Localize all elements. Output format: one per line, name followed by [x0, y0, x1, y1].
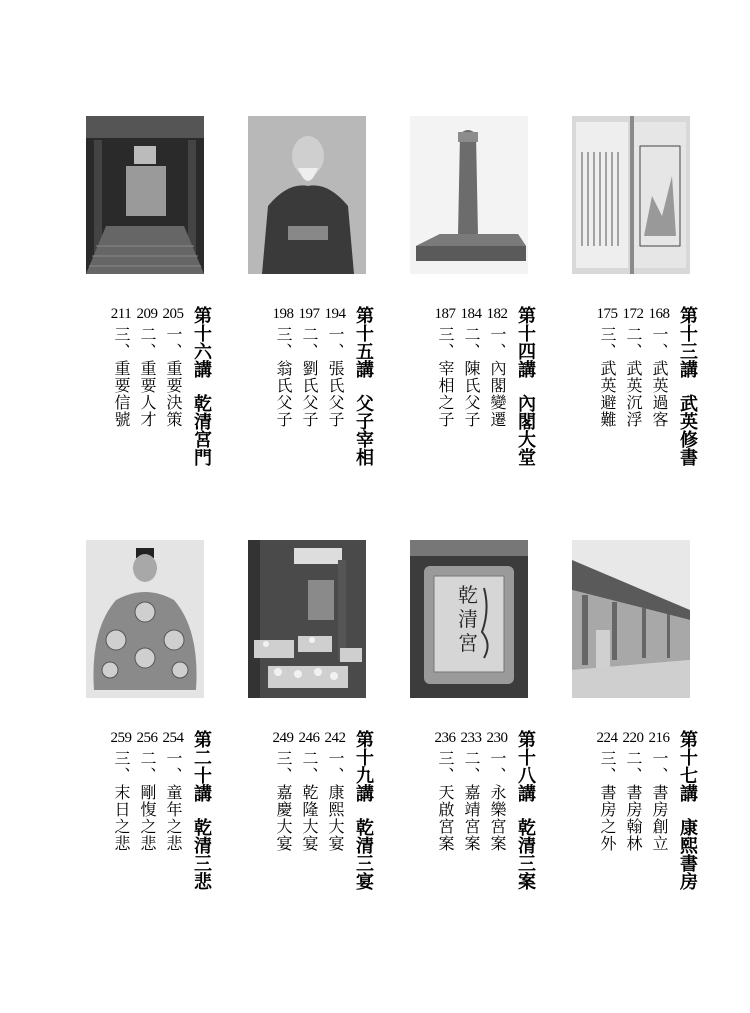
- page-number: 205: [162, 306, 184, 322]
- plaque-photo: [410, 540, 528, 698]
- section-title: 二、書房翰林: [624, 750, 643, 852]
- page-number: 197: [298, 306, 320, 322]
- section-title: 二、乾隆大宴: [300, 750, 319, 852]
- chapter-label: 第十九講: [353, 730, 374, 802]
- section-title: 一、童年之悲: [164, 750, 183, 852]
- page-number: 209: [136, 306, 158, 322]
- page-number: 230: [486, 730, 508, 746]
- section-title: 二、劉氏父子: [300, 326, 319, 428]
- section-title: 一、書房創立: [650, 750, 669, 852]
- chapter-label: 第二十講: [191, 730, 212, 802]
- chapter-name: 武英修書: [677, 394, 698, 466]
- chapter-name: 父子宰相: [353, 394, 374, 466]
- section-title: 一、重要決策: [164, 326, 183, 428]
- section-title: 二、重要人才: [138, 326, 157, 428]
- page-number: 256: [136, 730, 158, 746]
- section-title: 一、永樂宮案: [488, 750, 507, 852]
- page-number: 236: [434, 730, 456, 746]
- chapter-name: 康熙書房: [677, 818, 698, 890]
- page-number: 182: [486, 306, 508, 322]
- portrait-old-man-photo: [248, 116, 366, 274]
- page-number: 224: [596, 730, 618, 746]
- chapter-name: 乾清宮門: [191, 394, 212, 466]
- page-number: 194: [324, 306, 346, 322]
- chapter-label: 第十六講: [191, 306, 212, 378]
- page-number: 184: [460, 306, 482, 322]
- section-title: 一、武英過客: [650, 326, 669, 428]
- section-title: 三、重要信號: [112, 326, 131, 428]
- section-title: 三、翁氏父子: [274, 326, 293, 428]
- chapter-name: 內閣大堂: [515, 394, 536, 466]
- page-number: 172: [622, 306, 644, 322]
- page-number: 220: [622, 730, 644, 746]
- page-number: 254: [162, 730, 184, 746]
- section-title: 一、內閣變遷: [488, 326, 507, 428]
- page-number: 216: [648, 730, 670, 746]
- seal-photo: [410, 116, 528, 274]
- section-title: 二、陳氏父子: [462, 326, 481, 428]
- svg-text:宮: 宮: [458, 631, 478, 655]
- page-number: 175: [596, 306, 618, 322]
- chapter-name: 乾清三宴: [353, 818, 374, 890]
- book-pages-photo: [572, 116, 690, 274]
- emperor-portrait-photo: [86, 540, 204, 698]
- section-title: 二、武英沉浮: [624, 326, 643, 428]
- section-title: 三、天啟宮案: [436, 750, 455, 852]
- chapter-name: 乾清三悲: [191, 818, 212, 890]
- page-number: 187: [434, 306, 456, 322]
- chapter-label: 第十七講: [677, 730, 698, 802]
- section-title: 一、康熙大宴: [326, 750, 345, 852]
- section-title: 三、宰相之子: [436, 326, 455, 428]
- chapter-label: 第十八講: [515, 730, 536, 802]
- page-number: 168: [648, 306, 670, 322]
- section-title: 三、武英避難: [598, 326, 617, 428]
- chapter-label: 第十三講: [677, 306, 698, 378]
- page-number: 259: [110, 730, 132, 746]
- page-number: 249: [272, 730, 294, 746]
- section-title: 三、書房之外: [598, 750, 617, 852]
- corridor-photo: [572, 540, 690, 698]
- page-number: 242: [324, 730, 346, 746]
- section-title: 三、嘉慶大宴: [274, 750, 293, 852]
- page-number: 233: [460, 730, 482, 746]
- chapter-name: 乾清三案: [515, 818, 536, 890]
- plaque-char-1: 乾: [458, 583, 478, 607]
- palace-hall-photo: [86, 116, 204, 274]
- page-number: 211: [110, 306, 132, 322]
- page-number: 198: [272, 306, 294, 322]
- section-title: 二、剛愎之悲: [138, 750, 157, 852]
- chapter-label: 第十五講: [353, 306, 374, 378]
- section-title: 三、末日之悲: [112, 750, 131, 852]
- page-number: 246: [298, 730, 320, 746]
- section-title: 二、嘉靖宮案: [462, 750, 481, 852]
- banquet-hall-photo: [248, 540, 366, 698]
- svg-text:清: 清: [458, 607, 478, 631]
- chapter-label: 第十四講: [515, 306, 536, 378]
- section-title: 一、張氏父子: [326, 326, 345, 428]
